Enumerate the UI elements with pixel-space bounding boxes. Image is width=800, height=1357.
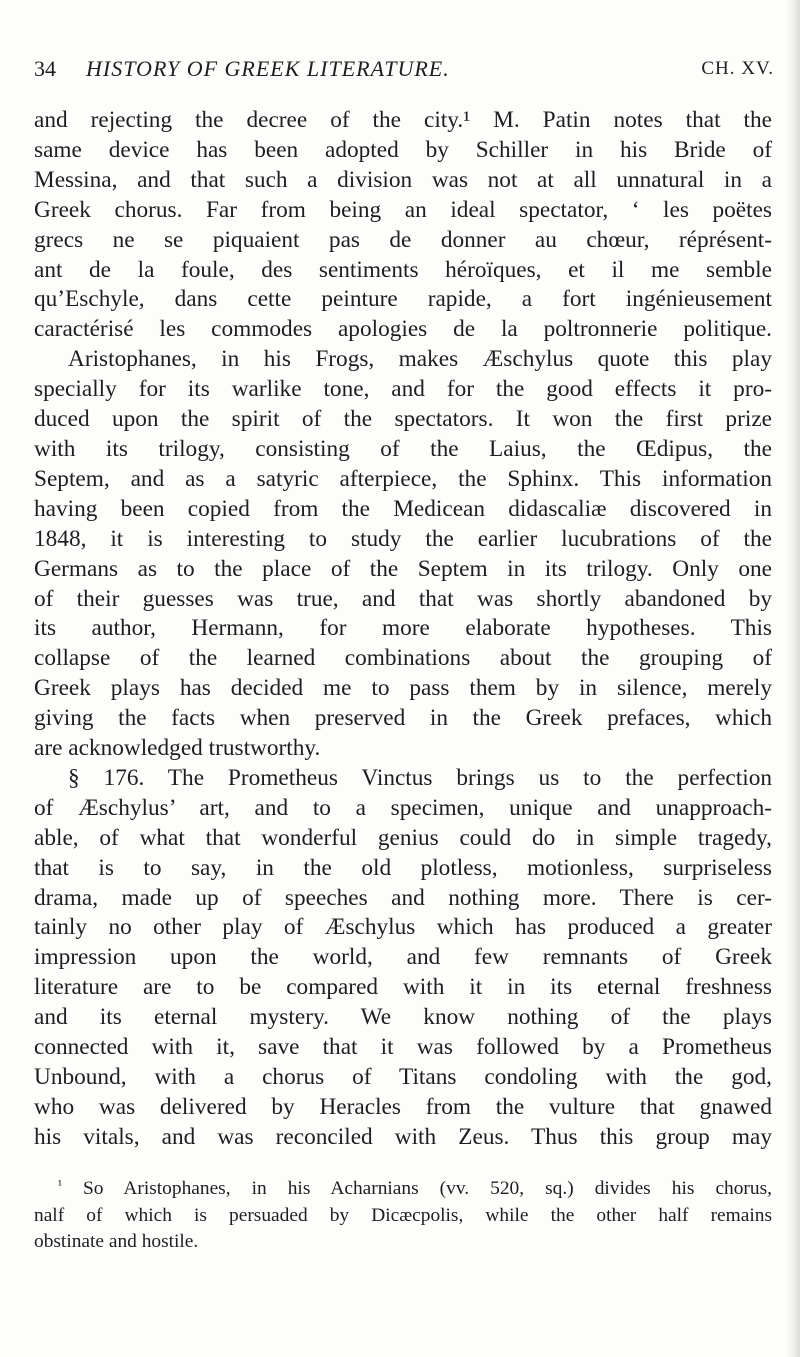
text-line: of their guesses was true, and that was shortly abandoned by <box>34 585 772 612</box>
text-line: connected with it, save that it was followed by a Prometheus <box>34 1034 772 1061</box>
text-line: duced upon the spirit of the spectators. It won the first prize <box>34 406 772 433</box>
footnote <box>34 1172 772 1256</box>
text-line: specially for its warlike tone, and for the good effects it pro- <box>34 376 772 403</box>
text-line: Aristophanes, in his Frogs, makes Æschylus quote this play <box>68 346 772 373</box>
text-line: same device has been adopted by Schiller in his Bride of <box>34 136 772 163</box>
text-line: tainly no other play of Æschylus which has produced a greater <box>34 914 772 941</box>
page-number: 34 <box>34 56 56 81</box>
text-line: with its trilogy, consisting of the Laius, the Œdipus, the <box>34 435 772 462</box>
text-line: drama, made up of speeches and nothing more. There is cer- <box>34 884 772 911</box>
footnote-marker: ¹ <box>58 1177 62 1192</box>
text-line: Unbound, with a chorus of Titans condoling with the god, <box>34 1064 772 1090</box>
footnote-line: obstinate and hostile. <box>34 1231 199 1252</box>
text-line: his vitals, and was reconciled with Zeus. Thus this group may <box>34 1123 772 1150</box>
text-line: having been copied from the Medicean didascaliæ discovered in <box>34 495 772 522</box>
text-line: impression upon the world, and few remnants of Greek <box>34 944 772 971</box>
text-line: and its eternal mystery. We know nothing of the plays <box>34 1004 772 1031</box>
paragraph-1 <box>34 106 772 345</box>
text-line: caractérisé les commodes apologies de la poltronnerie politique. <box>34 316 772 343</box>
page-edge-shadow <box>786 0 800 1357</box>
chapter-label: CH. XV. <box>701 58 774 79</box>
text-line: Septem, and as a satyric afterpiece, the Sphinx. This information <box>34 465 772 492</box>
text-line: Germans as to the place of the Septem in its trilogy. Only one <box>34 555 772 582</box>
text-line: Greek plays has decided me to pass them by in silence, merely <box>34 675 772 702</box>
text-line: who was delivered by Heracles from the vulture that gnawed <box>34 1093 772 1120</box>
text-line: literature are to be compared with it in its eternal freshness <box>34 974 772 1001</box>
running-head <box>34 54 774 84</box>
text-line: collapse of the learned combinations about the grouping of <box>34 645 772 672</box>
footnote-text: So Aristophanes, in his Acharnians (vv. 520, sq.) divides his chorus, <box>82 1178 772 1199</box>
text-line: of Æschylus’ art, and to a specimen, unique and unapproach- <box>34 794 772 821</box>
text-line: are acknowledged trustworthy. <box>34 735 321 762</box>
paragraph-2 <box>34 345 772 764</box>
text-line: grecs ne se piquaient pas de donner au chœur, réprésent- <box>34 226 772 253</box>
text-line: § 176. The Prometheus Vinctus brings us to the perfection <box>68 764 772 791</box>
footnote-line <box>34 1172 772 1203</box>
text-line: its author, Hermann, for more elaborate hypotheses. This <box>34 615 772 642</box>
footnote-line: nalf of which is persuaded by Dicæcpolis, while the other half remains <box>34 1204 772 1226</box>
text-line: qu’Eschyle, dans cette peinture rapide, a fort ingénieusement <box>34 286 772 313</box>
body-text <box>34 106 772 1153</box>
text-line: 1848, it is interesting to study the earlier lucubrations of the <box>34 525 772 552</box>
text-line: giving the facts when preserved in the Greek prefaces, which <box>34 705 772 732</box>
text-line: and rejecting the decree of the city.¹ M. Patin notes that the <box>34 107 772 133</box>
text-line: ant de la foule, des sentiments héroïques, et il me semble <box>34 256 772 283</box>
text-line: Greek chorus. Far from being an ideal spectator, ‘ les poëtes <box>34 196 772 223</box>
running-title: HISTORY OF GREEK LITERATURE. <box>86 56 450 81</box>
paragraph-3 <box>34 764 772 1153</box>
text-line: able, of what that wonderful genius could do in simple tragedy, <box>34 824 772 851</box>
text-line: Messina, and that such a division was not at all unnatural in a <box>34 166 772 193</box>
text-line: that is to say, in the old plotless, motionless, surpriseless <box>34 854 772 881</box>
